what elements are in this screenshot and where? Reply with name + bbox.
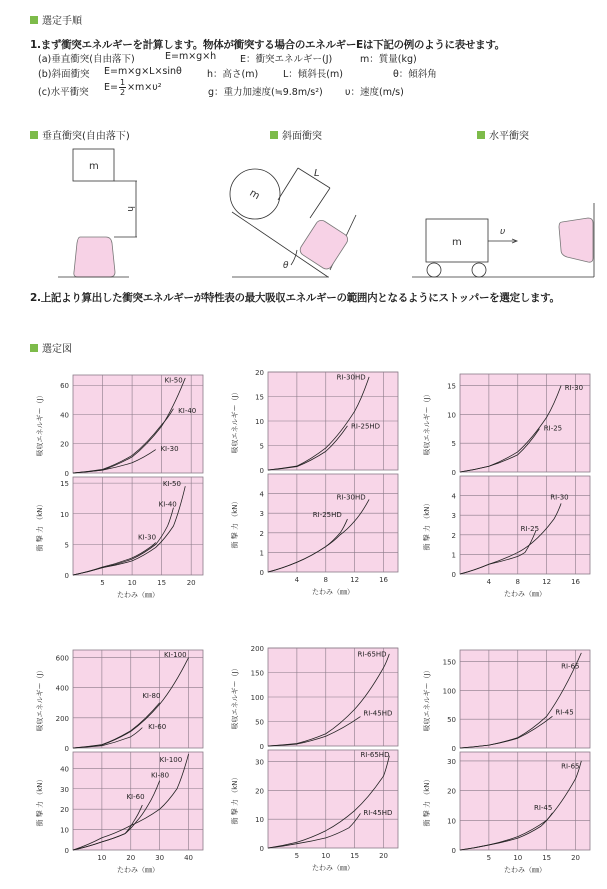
force-y-tick-label: 2 — [451, 531, 456, 540]
impact-diagrams — [0, 0, 607, 290]
horizontal-impact-diagram — [412, 203, 594, 277]
energy-y-tick-label: 200 — [55, 714, 69, 723]
force-y-tick-label: 15 — [60, 480, 69, 489]
energy-y-tick-label: 50 — [447, 716, 456, 725]
chart-svg — [417, 364, 597, 609]
energy-y-tick-label: 100 — [250, 694, 264, 702]
stopper-shape — [74, 237, 115, 277]
stopper-shape — [298, 218, 350, 271]
x-tick-label: 20 — [571, 854, 581, 862]
energy-y-tick-label: 40 — [60, 411, 69, 420]
x-tick-label: 10 — [513, 854, 523, 862]
chart-svg — [417, 640, 597, 885]
x-tick-label: 15 — [157, 579, 167, 587]
energy-y-tick-label: 20 — [60, 440, 69, 449]
def-length: L：傾斜長(m) — [283, 69, 343, 80]
series-label-ri-45: RI-45 — [533, 803, 553, 812]
series-label-ri-30: RI-30 — [550, 493, 569, 502]
force-y-tick-label: 20 — [255, 787, 264, 796]
force-y-axis-label: 衝 撃 力 （kN） — [423, 775, 431, 827]
series-label-ki-80: KI-80 — [142, 692, 161, 701]
force-y-tick-label: 4 — [259, 490, 264, 499]
force-y-tick-label: 10 — [60, 510, 69, 519]
force-y-tick-label: 30 — [60, 785, 69, 794]
force-plot-area — [268, 474, 398, 572]
energy-y-tick-label: 0 — [64, 745, 69, 753]
force-y-tick-label: 5 — [64, 541, 69, 550]
energy-y-tick-label: 0 — [259, 467, 264, 475]
force-y-tick-label: 30 — [255, 758, 264, 767]
energy-y-tick-label: 200 — [250, 645, 264, 653]
formula-a: E=m×g×h — [165, 51, 217, 62]
energy-y-axis-label: 吸収エネルギー（J） — [36, 391, 44, 457]
series-label-ri-25: RI-25 — [543, 424, 563, 433]
x-tick-label: 5 — [100, 579, 105, 587]
series-label-ri-65hd: RI-65HD — [360, 751, 390, 760]
green-square-icon — [30, 344, 38, 352]
series-label-ki-40: KI-40 — [158, 500, 177, 509]
angle-label: θ — [283, 261, 289, 271]
series-label-ki-50: KI-50 — [164, 376, 183, 385]
series-label-ri-30hd: RI-30HD — [336, 373, 366, 382]
vertical-impact-title: 垂直衝突(自由落下) — [42, 131, 130, 142]
x-tick-label: 8 — [515, 578, 521, 586]
series-label-ri-30hd: RI-30HD — [336, 493, 366, 502]
x-tick-label: 40 — [184, 854, 194, 862]
mass-label: m — [89, 161, 99, 172]
fraction-numerator: 1 — [119, 78, 126, 87]
force-y-tick-label: 10 — [447, 817, 456, 826]
chart-ri-45hd-65hd — [225, 638, 405, 883]
energy-y-tick-label: 0 — [259, 743, 264, 751]
energy-y-tick-label: 400 — [55, 684, 69, 693]
def-angle: θ：傾斜角 — [393, 69, 437, 80]
length-label: L — [314, 168, 320, 179]
def-height: h：高さ(m) — [207, 69, 259, 80]
chart-ri-25-30 — [417, 364, 597, 609]
x-axis-label: たわみ（㎜） — [312, 864, 354, 872]
chart-ki-30-50 — [30, 365, 210, 610]
force-y-axis-label: 衝 撃 力 （kN） — [231, 773, 239, 825]
formula-c-prefix: E= — [104, 82, 118, 93]
series-label-ri-65: RI-65 — [561, 662, 580, 671]
slope-impact-title: 斜面衝突 — [282, 131, 322, 142]
selection-heading — [30, 340, 72, 355]
series-label-ki-80: KI-80 — [151, 771, 170, 780]
series-label-ki-100: KI-100 — [159, 756, 183, 765]
force-y-tick-label: 1 — [259, 549, 264, 558]
selection-title: 選定図 — [42, 344, 72, 355]
x-tick-label: 5 — [294, 852, 300, 860]
x-tick-label: 15 — [350, 852, 360, 860]
series-label-ki-60: KI-60 — [148, 723, 167, 732]
force-y-tick-label: 3 — [451, 512, 456, 521]
energy-y-axis-label: 吸収エネルギー（J） — [231, 664, 239, 730]
def-energy: E：衝突エネルギー(J) — [240, 54, 333, 65]
chart-svg — [225, 638, 405, 883]
force-y-tick-label: 0 — [64, 847, 69, 855]
def-velocity: υ：速度(m/s) — [345, 87, 404, 98]
x-tick-label: 8 — [323, 576, 329, 584]
x-tick-label: 10 — [97, 854, 107, 862]
x-tick-label: 10 — [127, 579, 137, 587]
force-y-axis-label: 衝 撃 力 （kN） — [36, 775, 44, 827]
force-plot-area — [73, 477, 203, 575]
force-y-tick-label: 20 — [60, 806, 69, 815]
series-label-ri-25hd: RI-25HD — [312, 511, 342, 520]
energy-y-tick-label: 15 — [255, 393, 264, 402]
series-label-ki-30: KI-30 — [138, 533, 157, 542]
x-axis-label: たわみ（㎜） — [312, 588, 354, 596]
chart-ri-25hd-30hd — [225, 362, 405, 607]
force-y-axis-label: 衝 撃 力 （kN） — [231, 497, 239, 549]
energy-y-tick-label: 5 — [259, 442, 264, 451]
def-gravity: g：重力加速度(≒9.8m/s²) — [208, 87, 323, 98]
energy-y-tick-label: 0 — [451, 745, 456, 753]
series-label-ri-65: RI-65 — [561, 762, 580, 771]
series-label-ki-40: KI-40 — [178, 407, 197, 416]
formula-c-suffix: ×m×υ² — [127, 82, 162, 93]
force-y-tick-label: 10 — [255, 816, 264, 825]
series-label-ri-65hd: RI-65HD — [357, 650, 387, 659]
formula-a-label: (a)垂直衝突(自由落下) — [38, 54, 135, 65]
x-tick-label: 16 — [379, 576, 389, 584]
chart-svg — [30, 365, 210, 610]
series-label-ri-25hd: RI-25HD — [351, 422, 381, 431]
procedure-title: 選定手順 — [42, 16, 82, 27]
horizontal-impact-title: 水平衝突 — [489, 131, 529, 142]
energy-y-tick-label: 10 — [447, 411, 456, 420]
energy-y-tick-label: 150 — [442, 658, 456, 667]
x-tick-label: 12 — [542, 578, 552, 586]
x-tick-label: 16 — [571, 578, 581, 586]
energy-y-axis-label: 吸収エネルギー（J） — [36, 666, 44, 732]
stopper-shape — [559, 218, 593, 262]
force-y-tick-label: 0 — [451, 847, 456, 855]
energy-y-axis-label: 吸収エネルギー（J） — [423, 390, 431, 456]
force-y-axis-label: 衝 撃 力 （kN） — [36, 500, 44, 552]
force-y-tick-label: 0 — [259, 569, 264, 577]
height-label: h — [125, 206, 135, 212]
energy-y-tick-label: 150 — [250, 669, 264, 678]
energy-y-tick-label: 0 — [64, 470, 69, 478]
x-tick-label: 20 — [186, 579, 196, 587]
x-axis-label: たわみ（㎜） — [504, 866, 546, 874]
x-tick-label: 20 — [379, 852, 389, 860]
wheel — [472, 263, 486, 277]
slope-mass-label: m — [247, 187, 262, 203]
fraction-denominator: 2 — [119, 88, 126, 97]
force-y-tick-label: 20 — [447, 787, 456, 796]
x-tick-label: 12 — [350, 576, 360, 584]
series-label-ri-25: RI-25 — [520, 524, 540, 533]
energy-y-tick-label: 0 — [451, 469, 456, 477]
force-y-tick-label: 3 — [259, 510, 264, 519]
force-plot-area — [73, 752, 203, 850]
x-tick-label: 5 — [486, 854, 492, 862]
series-label-ki-30: KI-30 — [160, 445, 179, 454]
energy-y-tick-label: 20 — [255, 369, 264, 377]
x-tick-label: 10 — [321, 852, 331, 860]
formula-b: E=m×g×L×sinθ — [104, 66, 182, 77]
x-tick-label: 4 — [294, 576, 300, 584]
slope-impact-diagram — [230, 168, 356, 277]
series-label-ri-45: RI-45 — [555, 708, 574, 717]
energy-y-tick-label: 60 — [60, 382, 69, 391]
x-tick-label: 20 — [126, 854, 136, 862]
force-y-tick-label: 4 — [451, 492, 456, 501]
chart-ki-60-100 — [30, 640, 210, 885]
force-y-tick-label: 2 — [259, 529, 264, 538]
energy-y-tick-label: 100 — [442, 687, 456, 696]
energy-plot-area — [73, 375, 203, 473]
force-y-tick-label: 1 — [451, 551, 456, 560]
chart-ri-45-65 — [417, 640, 597, 885]
step2-text: 2.上記より算出した衝突エネルギーが特性表の最大吸収エネルギーの範囲内となるようにストッパーを選定します。 — [30, 292, 560, 304]
x-axis-label: たわみ（㎜） — [117, 866, 159, 874]
velocity-label: υ — [500, 227, 506, 237]
force-y-tick-label: 40 — [60, 765, 69, 774]
force-y-tick-label: 0 — [259, 845, 264, 853]
x-axis-label: たわみ（㎜） — [504, 590, 546, 598]
formula-b-label: (b)斜面衝突 — [38, 69, 90, 80]
x-tick-label: 15 — [542, 854, 552, 862]
energy-y-tick-label: 50 — [255, 718, 264, 727]
step1-text: 1.まず衝突エネルギーを計算します。物体が衝突する場合のエネルギーEは下記の例のように表せます。 — [30, 39, 505, 51]
series-label-ki-100: KI-100 — [164, 650, 187, 659]
chart-svg — [30, 640, 210, 885]
force-y-tick-label: 0 — [64, 572, 69, 580]
def-mass: m：質量(kg) — [360, 54, 417, 65]
energy-y-axis-label: 吸収エネルギー（J） — [423, 666, 431, 732]
energy-plot-area — [73, 650, 203, 748]
force-y-tick-label: 30 — [447, 757, 456, 766]
series-label-ri-45hd: RI-45HD — [363, 808, 393, 817]
energy-y-tick-label: 600 — [55, 654, 69, 663]
chart-svg — [225, 362, 405, 607]
series-label-ki-50: KI-50 — [162, 480, 181, 489]
x-tick-label: 30 — [155, 854, 165, 862]
energy-y-tick-label: 5 — [451, 440, 456, 449]
energy-y-axis-label: 吸収エネルギー（J） — [231, 388, 239, 454]
energy-y-tick-label: 10 — [255, 418, 264, 426]
formula-c-label: (c)水平衝突 — [38, 87, 89, 98]
wheel — [427, 263, 441, 277]
force-plot-area — [268, 750, 398, 848]
energy-y-tick-label: 15 — [447, 382, 456, 391]
series-label-ri-30: RI-30 — [564, 384, 584, 393]
series-label-ri-45hd: RI-45HD — [363, 709, 393, 718]
cart-mass-label: m — [452, 237, 462, 248]
x-axis-label: たわみ（㎜） — [117, 591, 159, 599]
force-y-tick-label: 10 — [60, 826, 69, 835]
force-y-tick-label: 0 — [451, 571, 456, 579]
x-tick-label: 4 — [486, 578, 492, 586]
series-label-ki-60: KI-60 — [126, 792, 145, 801]
force-y-axis-label: 衝 撃 力 （kN） — [423, 499, 431, 551]
